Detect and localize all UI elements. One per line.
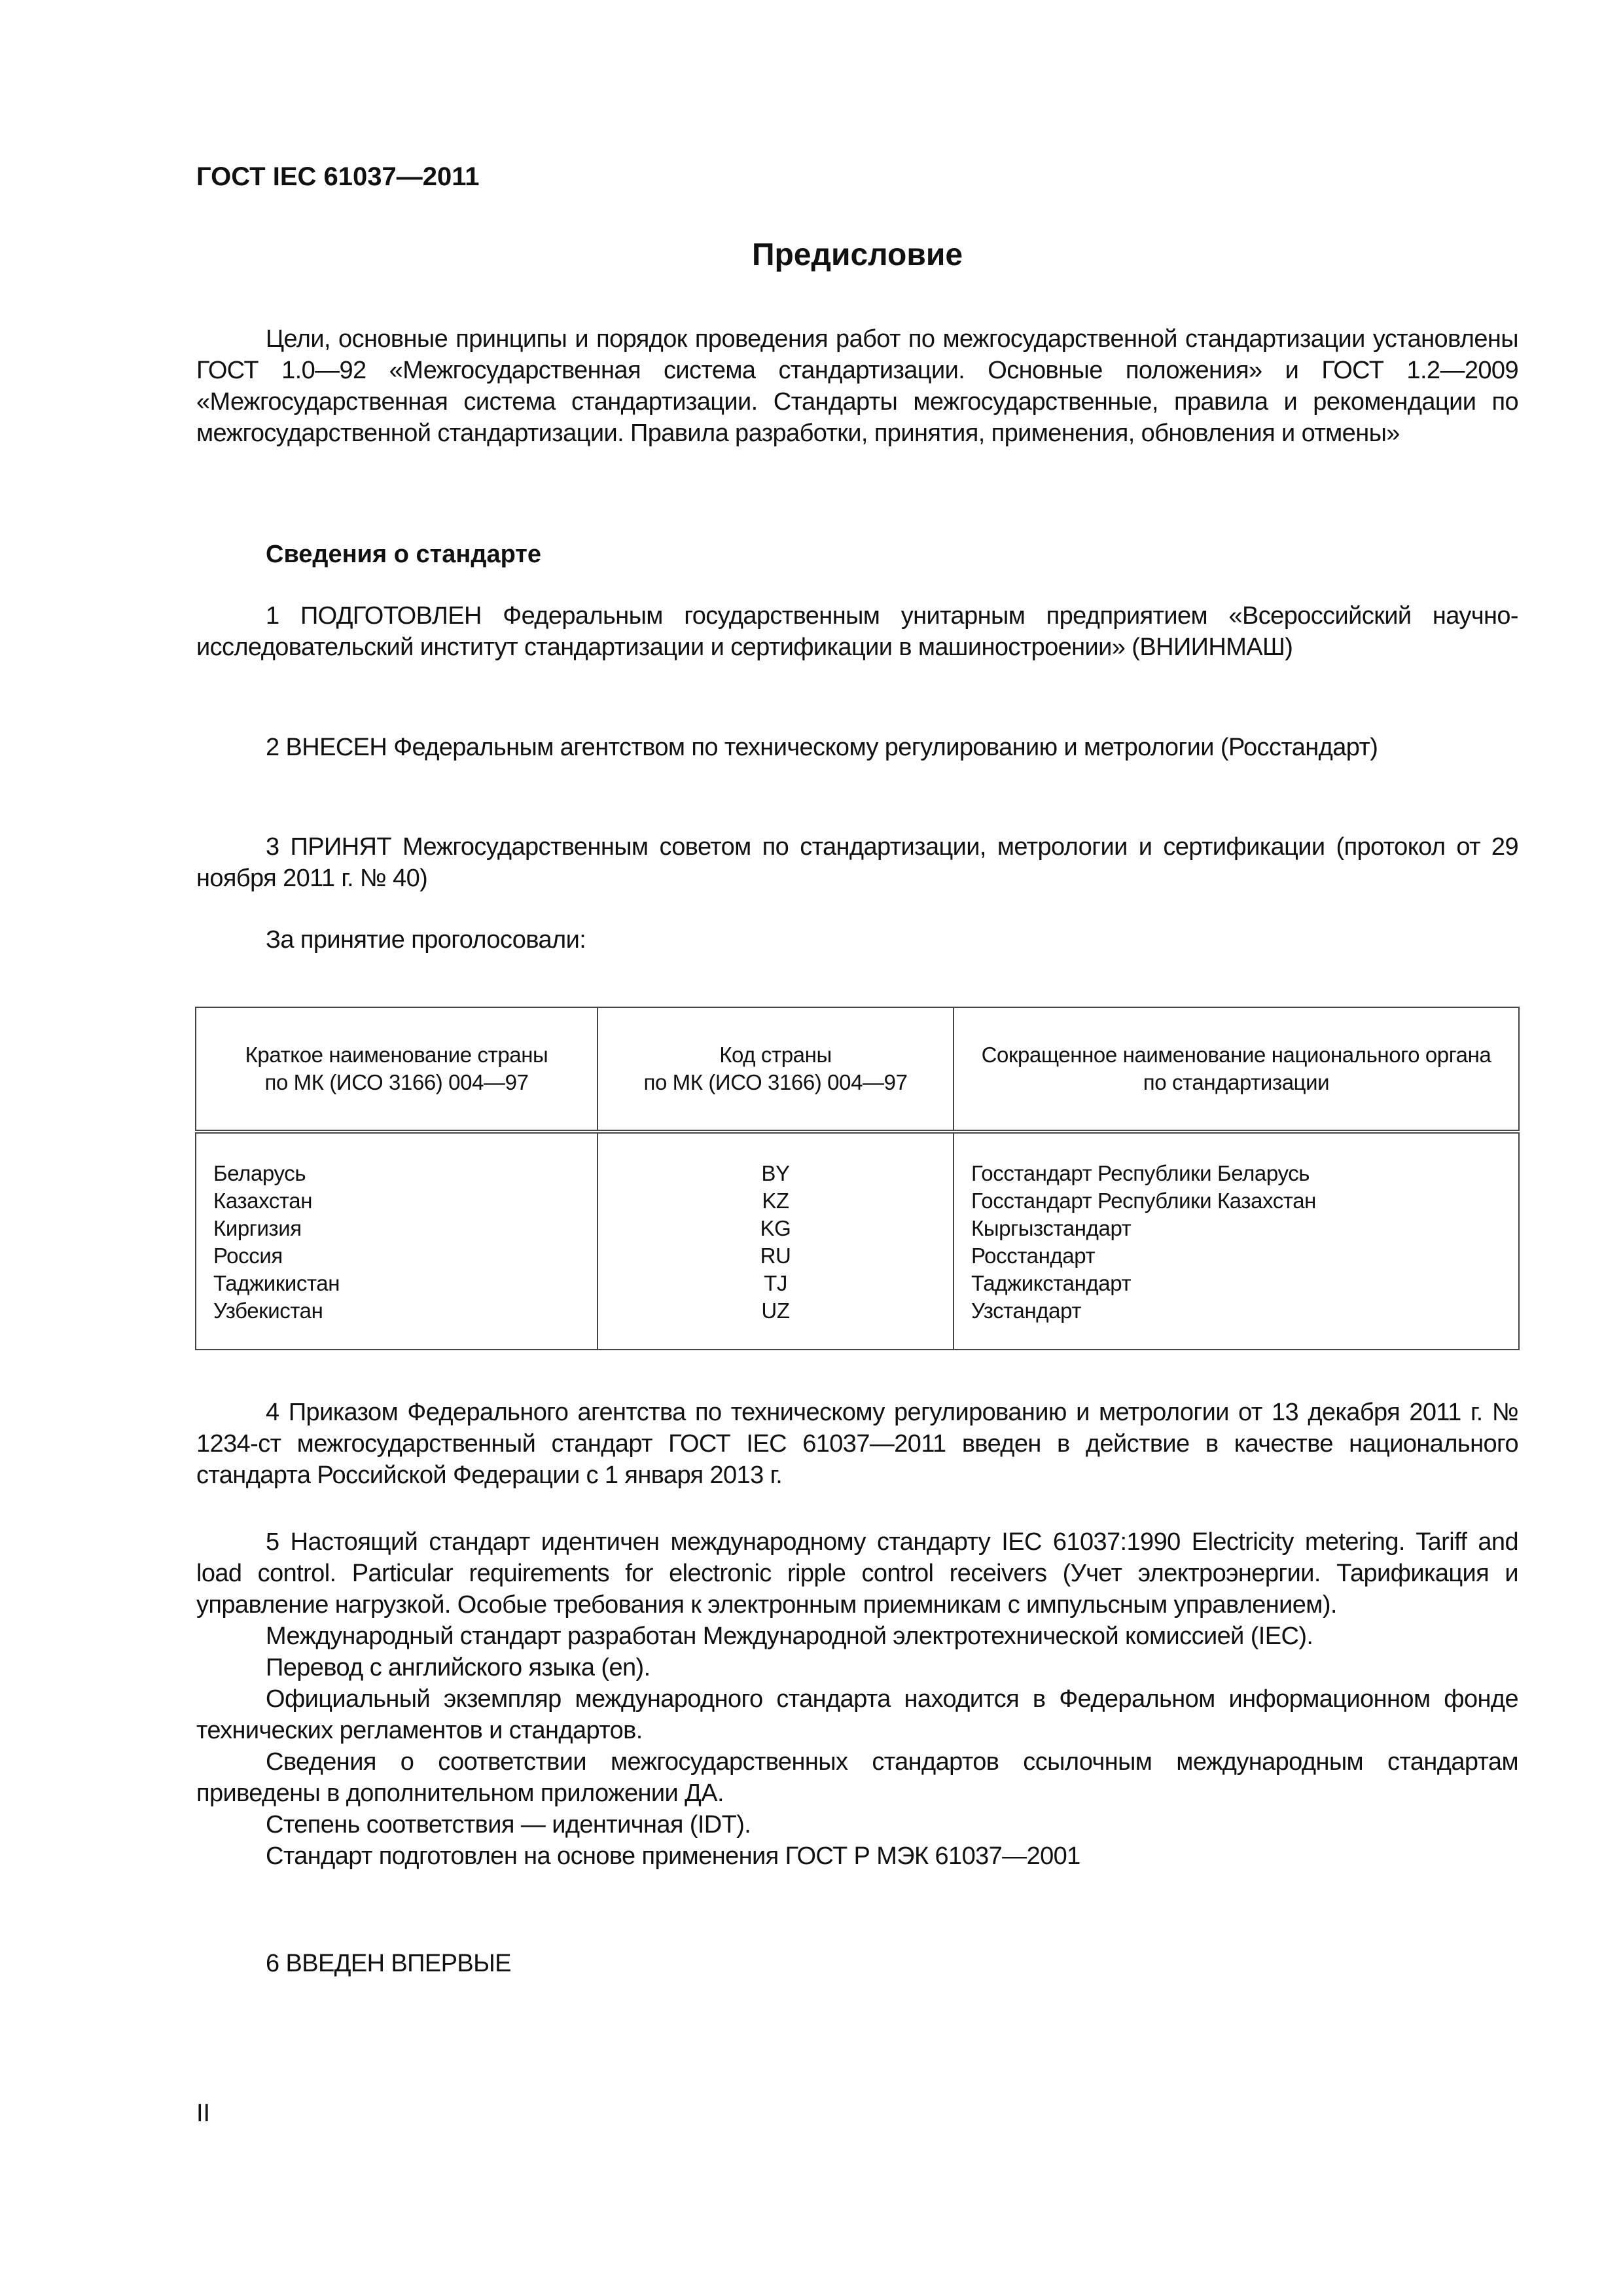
item-1 — [196, 600, 1518, 663]
country-cell: Беларусь Казахстан Киргизия Россия Таджикистан Узбекистан — [196, 1132, 597, 1350]
item-4 — [196, 1397, 1518, 1491]
item-5 — [196, 1526, 1518, 1872]
item-6 — [196, 1948, 1518, 1979]
table-header-row — [196, 1007, 1519, 1132]
item-3 — [196, 831, 1518, 894]
item-text: 3 ПРИНЯТ Межгосударственным советом по стандартизации, метрологии и сертификации (протокол от 29 ноября 2011 г. № 40) — [196, 833, 1518, 892]
column-header-code: Код страны по МК (ИСО 3166) 004—97 — [597, 1007, 954, 1132]
page-number: II — [196, 2100, 211, 2127]
page-title: Предисловие — [751, 238, 963, 272]
item-5-note: Перевод с английского языка (en). — [266, 1654, 651, 1681]
item-5-note: Степень соответствия — идентичная (IDT). — [266, 1811, 751, 1839]
code-cell: BY KZ KG RU TJ UZ — [597, 1132, 954, 1350]
intro-paragraph — [196, 323, 1518, 449]
item-5-note: Стандарт подготовлен на основе применения ГОСТ Р МЭК 61037—2001 — [266, 1842, 1080, 1870]
item-text: 1 ПОДГОТОВЛЕН Федеральным государственным унитарным предприятием «Всероссийский научно-исследовательский институт стандартизации и сертификации в машиностроении» (ВНИИНМАШ) — [196, 602, 1518, 661]
vote-label-text: За принятие проголосовали: — [266, 926, 586, 954]
item-text: 6 ВВЕДЕН ВПЕРВЫЕ — [266, 1950, 511, 1977]
item-5-note: Официальный экземпляр международного стандарта находится в Федеральном информационном фонде технических регламентов и стандартов. — [196, 1685, 1518, 1744]
item-text: 2 ВНЕСЕН Федеральным агентством по техническому регулированию и метрологии (Росстандарт) — [266, 734, 1378, 761]
section-title: Сведения о стандарте — [266, 541, 542, 568]
voting-table — [195, 1007, 1520, 1350]
column-header-country: Краткое наименование страны по МК (ИСО 3166) 004—97 — [196, 1007, 597, 1132]
item-text: 4 Приказом Федерального агентства по техническому регулированию и метрологии от 13 декабря 2011 г. № 1234-ст межгосударственный стандарт ГОСТ IEC 61037—2011 введен в действие в качестве национального стандарта Российской Федерации с 1 января 2013 г. — [196, 1399, 1518, 1489]
item-5-note: Сведения о соответствии межгосударственных стандартов ссылочным международным стандартам приведены в дополнительном приложении ДА. — [196, 1748, 1518, 1807]
body-cell: Госстандарт Республики Беларусь Госстандарт Республики Казахстан Кыргызстандарт Росстандарт Таджикстандарт Узстандарт — [954, 1132, 1519, 1350]
column-header-body: Сокращенное наименование национального органа по стандартизации — [954, 1007, 1519, 1132]
document-code: ГОСТ IEC 61037—2011 — [196, 162, 480, 191]
intro-text: Цели, основные принципы и порядок проведения работ по межгосударственной стандартизации установлены ГОСТ 1.0—92 «Межгосударственная система стандартизации. Основные положения» и ГОСТ 1.2—2009 «Межгосударственная система стандартизации. Стандарты межгосударственные, правила и рекомендации по межгосударственной стандартизации. Правила разработки, принятия, применения, обновления и отмены» — [196, 325, 1518, 447]
table-row — [196, 1132, 1519, 1350]
vote-label — [196, 924, 1518, 956]
item-text: 5 Настоящий стандарт идентичен международному стандарту IEC 61037:1990 Electricity metering. Tariff and load control. Particular requirements for electronic ripple control receivers (Учет электроэнергии. Тарификация и управление нагрузкой. Особые требования к электронным приемникам с импульсным управлением). — [196, 1528, 1518, 1619]
item-5-note: Международный стандарт разработан Международной электротехнической комиссией (IEC). — [266, 1623, 1313, 1650]
item-2 — [196, 732, 1518, 763]
